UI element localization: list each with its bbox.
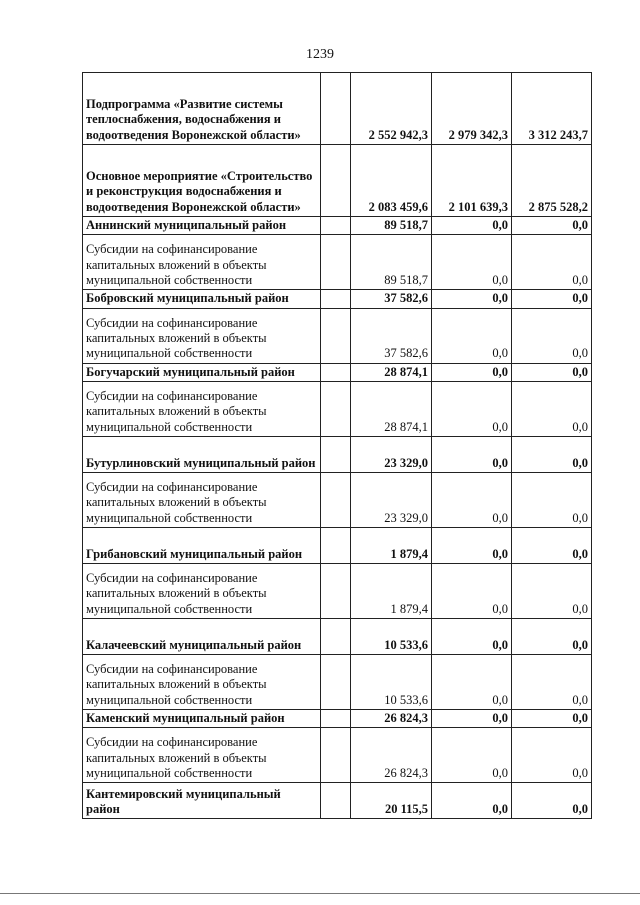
- empty-cell: [321, 563, 351, 618]
- district-row: [83, 145, 592, 217]
- budget-table-body: [83, 73, 592, 819]
- value-year-2: 0,0: [432, 308, 512, 363]
- value-year-3: 0,0: [512, 472, 592, 527]
- row-label: Бутурлиновский муниципальный район: [83, 436, 321, 472]
- value-year-2: 0,0: [432, 783, 512, 819]
- value-year-3: 0,0: [512, 654, 592, 709]
- value-year-3: 0,0: [512, 381, 592, 436]
- value-year-3: 3 312 243,7: [512, 73, 592, 145]
- value-year-3: 0,0: [512, 709, 592, 727]
- district-row: [83, 527, 592, 563]
- value-year-2: 0,0: [432, 217, 512, 235]
- value-year-2: 0,0: [432, 381, 512, 436]
- value-year-1: 37 582,6: [351, 290, 432, 308]
- value-year-1: 20 115,5: [351, 783, 432, 819]
- value-year-2: 0,0: [432, 563, 512, 618]
- value-year-1: 26 824,3: [351, 728, 432, 783]
- value-year-1: 10 533,6: [351, 618, 432, 654]
- row-label: Грибановский муниципальный район: [83, 527, 321, 563]
- value-year-2: 0,0: [432, 527, 512, 563]
- value-year-2: 0,0: [432, 618, 512, 654]
- subsidy-row: [83, 381, 592, 436]
- subsidy-row: [83, 308, 592, 363]
- district-row: [83, 436, 592, 472]
- district-row: [83, 618, 592, 654]
- row-label: Кантемировский муниципальный район: [83, 783, 321, 819]
- subsidy-row: [83, 472, 592, 527]
- subsidy-row: [83, 563, 592, 618]
- row-label: Бобровский муниципальный район: [83, 290, 321, 308]
- row-label: Субсидии на софинансирование капитальных вложений в объекты муниципальной собственности: [83, 728, 321, 783]
- value-year-3: 0,0: [512, 290, 592, 308]
- district-row: [83, 709, 592, 727]
- empty-cell: [321, 654, 351, 709]
- value-year-1: 1 879,4: [351, 527, 432, 563]
- value-year-2: 0,0: [432, 290, 512, 308]
- empty-cell: [321, 381, 351, 436]
- row-label: Основное мероприятие «Строительство и реконструкция водоснабжения и водоотведения Воронежской области»: [83, 145, 321, 217]
- value-year-1: 28 874,1: [351, 381, 432, 436]
- empty-cell: [321, 145, 351, 217]
- empty-cell: [321, 73, 351, 145]
- row-label: Субсидии на софинансирование капитальных вложений в объекты муниципальной собственности: [83, 563, 321, 618]
- row-label: Субсидии на софинансирование капитальных вложений в объекты муниципальной собственности: [83, 235, 321, 290]
- district-row: [83, 73, 592, 145]
- row-label: Субсидии на софинансирование капитальных вложений в объекты муниципальной собственности: [83, 472, 321, 527]
- row-label: Субсидии на софинансирование капитальных вложений в объекты муниципальной собственности: [83, 381, 321, 436]
- bottom-rule: [0, 893, 640, 894]
- row-label: Аннинский муниципальный район: [83, 217, 321, 235]
- value-year-3: 0,0: [512, 308, 592, 363]
- value-year-1: 23 329,0: [351, 436, 432, 472]
- row-label: Каменский муниципальный район: [83, 709, 321, 727]
- value-year-1: 28 874,1: [351, 363, 432, 381]
- subsidy-row: [83, 728, 592, 783]
- value-year-3: 2 875 528,2: [512, 145, 592, 217]
- empty-cell: [321, 618, 351, 654]
- subsidy-row: [83, 654, 592, 709]
- value-year-3: 0,0: [512, 728, 592, 783]
- empty-cell: [321, 783, 351, 819]
- value-year-1: 2 083 459,6: [351, 145, 432, 217]
- value-year-3: 0,0: [512, 618, 592, 654]
- value-year-1: 1 879,4: [351, 563, 432, 618]
- value-year-1: 2 552 942,3: [351, 73, 432, 145]
- row-label: Подпрограмма «Развитие системы теплоснабжения, водоснабжения и водоотведения Воронежской области»: [83, 73, 321, 145]
- value-year-3: 0,0: [512, 436, 592, 472]
- district-row: [83, 217, 592, 235]
- value-year-3: 0,0: [512, 363, 592, 381]
- row-label: Субсидии на софинансирование капитальных вложений в объекты муниципальной собственности: [83, 654, 321, 709]
- value-year-2: 0,0: [432, 363, 512, 381]
- budget-table: [82, 72, 592, 819]
- empty-cell: [321, 472, 351, 527]
- row-label: Калачеевский муниципальный район: [83, 618, 321, 654]
- page-number: 1239: [306, 47, 334, 62]
- value-year-1: 10 533,6: [351, 654, 432, 709]
- value-year-1: 37 582,6: [351, 308, 432, 363]
- value-year-1: 89 518,7: [351, 217, 432, 235]
- empty-cell: [321, 709, 351, 727]
- empty-cell: [321, 217, 351, 235]
- value-year-2: 0,0: [432, 709, 512, 727]
- value-year-1: 26 824,3: [351, 709, 432, 727]
- value-year-2: 0,0: [432, 654, 512, 709]
- value-year-3: 0,0: [512, 563, 592, 618]
- district-row: [83, 363, 592, 381]
- row-label: Субсидии на софинансирование капитальных вложений в объекты муниципальной собственности: [83, 308, 321, 363]
- empty-cell: [321, 308, 351, 363]
- value-year-3: 0,0: [512, 783, 592, 819]
- row-label: Богучарский муниципальный район: [83, 363, 321, 381]
- value-year-2: 2 979 342,3: [432, 73, 512, 145]
- value-year-3: 0,0: [512, 527, 592, 563]
- value-year-2: 0,0: [432, 235, 512, 290]
- empty-cell: [321, 436, 351, 472]
- value-year-2: 0,0: [432, 436, 512, 472]
- empty-cell: [321, 527, 351, 563]
- empty-cell: [321, 235, 351, 290]
- value-year-3: 0,0: [512, 217, 592, 235]
- district-row: [83, 290, 592, 308]
- empty-cell: [321, 290, 351, 308]
- district-row: [83, 783, 592, 819]
- value-year-2: 0,0: [432, 472, 512, 527]
- value-year-2: 0,0: [432, 728, 512, 783]
- value-year-3: 0,0: [512, 235, 592, 290]
- empty-cell: [321, 728, 351, 783]
- value-year-2: 2 101 639,3: [432, 145, 512, 217]
- value-year-1: 23 329,0: [351, 472, 432, 527]
- value-year-1: 89 518,7: [351, 235, 432, 290]
- empty-cell: [321, 363, 351, 381]
- subsidy-row: [83, 235, 592, 290]
